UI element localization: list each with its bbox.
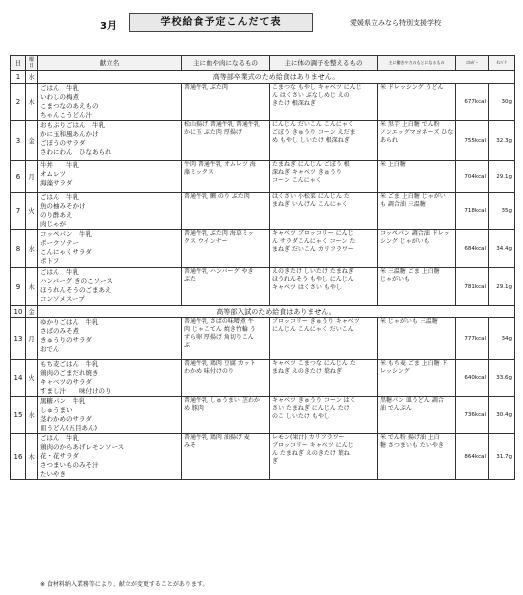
blood-cell-line: みそ: [184, 442, 197, 449]
blood-cell-line: 藻ミックス: [184, 169, 214, 176]
regulate-cell-line: ブロッコリー キャベツ にんじ: [272, 442, 354, 449]
energy-cell-line: あられ: [380, 137, 399, 144]
kcal-cell: 736kcal: [456, 397, 489, 434]
dishes-cell-line: ポークソテー: [40, 239, 79, 247]
regulate-cell-line: キャベツ はくさい もやし: [272, 284, 342, 291]
dishes-cell-line: 皿うどん(五目あん): [40, 424, 98, 432]
dishes-cell-line: かに玉和風あんかけ: [40, 130, 99, 138]
weekday-cell: 木: [26, 268, 38, 306]
dishes-cell-line: こんにゃくサラダ: [40, 248, 92, 256]
kcal-cell: 864kcal: [456, 434, 489, 480]
dishes-cell-line: いわしの梅煮: [40, 93, 79, 101]
protein-cell: 30.4g: [489, 397, 515, 434]
table-row: [11, 360, 515, 397]
blood-cell: [182, 84, 270, 121]
regulate-cell-line: のこ しいたけ もやし: [272, 413, 330, 420]
regulate-cell-line: はくさい 小松菜 にんじん た: [272, 193, 350, 200]
blood-cell: [182, 161, 270, 193]
regulate-cell-line: まねぎ いんげん こんにゃく: [272, 201, 348, 208]
menu-table: [10, 55, 515, 480]
col-energy: 主に働きや力のもとになるもの: [378, 56, 456, 71]
weekday-cell: 水: [26, 71, 38, 84]
dishes-cell-line: 花・花サラダ: [40, 452, 79, 460]
regulate-cell-line: 深ねぎ キャベツ きゅうり: [272, 169, 342, 176]
regulate-cell-line: にんじん こんにゃく だいこん: [272, 326, 354, 333]
dishes-cell-line: おでん: [40, 345, 60, 353]
weekday-cell: 月: [26, 318, 38, 360]
dishes-cell-line: 茎わかめのサラダ: [40, 415, 92, 423]
day-cell: 13: [11, 318, 26, 360]
month-label: 3月: [100, 21, 117, 32]
protein-cell: 35g: [489, 193, 515, 230]
header-row: [11, 56, 515, 71]
blood-cell: [182, 397, 270, 434]
energy-cell-line: 油 でんぷん: [380, 405, 412, 412]
dishes-cell-line: コンソメスープ: [40, 295, 85, 303]
kcal-cell: 684kcal: [456, 230, 489, 268]
protein-cell: 29.1g: [489, 268, 515, 306]
col-energy-unit: ｴﾈﾙｷﾞｰ: [456, 56, 489, 71]
day-cell: 2: [11, 84, 26, 121]
blood-cell-line: 松山揚げ 普通牛乳 普通牛乳: [184, 121, 260, 128]
blood-cell: [182, 318, 270, 360]
dishes-cell-line: おもぶりごはん 牛乳: [40, 121, 105, 129]
energy-cell: [378, 318, 456, 360]
regulate-cell-line: さい たまねぎ にんじん たけ: [272, 405, 350, 412]
regulate-cell-line: こまつな もやし キャベツ にんじ: [272, 84, 362, 91]
table-row: [11, 230, 515, 268]
kcal-cell: 640kcal: [456, 360, 489, 397]
dishes-cell: [38, 397, 182, 434]
weekday-cell: 水: [26, 230, 38, 268]
dishes-cell-line: こまつなのあえもの: [40, 102, 99, 110]
regulate-cell: [270, 161, 378, 193]
dishes-cell: [38, 434, 182, 480]
dishes-cell-line: ごぼうのサラダ: [40, 139, 86, 147]
dishes-cell-line: 鶏肉のごまだれ焼き: [40, 369, 99, 377]
energy-cell-line: 黒糖パン 皿うどん 調合: [380, 397, 444, 404]
dishes-cell: [38, 161, 182, 193]
energy-cell-line: じゃがいも: [380, 276, 411, 283]
table-row: [11, 397, 515, 434]
regulate-cell-line: ほうれんそう もやし にんじん: [272, 276, 354, 283]
day-cell: 3: [11, 121, 26, 161]
weekday-cell: 火: [26, 193, 38, 230]
regulate-cell: [270, 360, 378, 397]
regulate-cell-line: コーン こんにゃく: [272, 177, 322, 184]
dishes-cell-line: ポトフ: [40, 257, 60, 265]
dishes-cell: [38, 360, 182, 397]
regulate-cell: [270, 397, 378, 434]
blood-cell-line: ずら卵 厚揚げ 角切りこん: [184, 334, 254, 341]
menu-body: [11, 71, 515, 480]
dishes-cell-line: オムレツ: [40, 170, 66, 178]
kcal-cell: 755kcal: [456, 121, 489, 161]
blood-cell: [182, 193, 270, 230]
dishes-cell-line: 牛丼 牛乳: [40, 161, 79, 169]
day-cell: 9: [11, 268, 26, 306]
dishes-cell-line: さつまいものみそ汁: [40, 461, 99, 469]
kcal-cell: 777kcal: [456, 318, 489, 360]
weekday-cell: 水: [26, 397, 38, 434]
blood-cell-line: 普通牛乳 さばの味噌煮 牛: [184, 318, 254, 325]
day-cell: 8: [11, 230, 26, 268]
col-regulate: 主に体の調子を整えるもの: [270, 56, 378, 71]
energy-cell-line: コッペパン 調合油 ドレッ: [380, 230, 450, 237]
dishes-cell-line: ほうれんそうのごまあえ: [40, 286, 112, 294]
kcal-cell: 677kcal: [456, 84, 489, 121]
regulate-cell: [270, 318, 378, 360]
energy-cell: [378, 230, 456, 268]
blood-cell-line: 普通牛乳 鶏肉 豆腐 カット: [184, 360, 256, 367]
blood-cell: [182, 268, 270, 306]
regulate-cell-line: ん サラダこんにゃく コーン た: [272, 238, 356, 245]
day-cell: 14: [11, 360, 26, 397]
dishes-cell-line: さばのみそ煮: [40, 327, 79, 335]
protein-cell: 32.3g: [489, 121, 515, 161]
energy-cell: [378, 360, 456, 397]
dishes-cell-line: ゆかりごはん 牛乳: [40, 318, 99, 326]
day-cell: 15: [11, 397, 26, 434]
regulate-cell-line: きたけ 根深ねぎ: [272, 100, 316, 107]
weekday-cell: 金: [26, 306, 38, 318]
blood-cell: [182, 360, 270, 397]
dishes-cell-line: 黒糖パン 牛乳: [40, 397, 86, 405]
kcal-cell: 718kcal: [456, 193, 489, 230]
energy-cell-line: 糖 さつまいも たいやき: [380, 442, 444, 449]
table-row: [11, 268, 515, 306]
regulate-cell-line: キャベツ こまつな にんじん た: [272, 360, 356, 367]
blood-cell-line: 普通牛乳 鶏肉 油揚げ 麦: [184, 434, 250, 441]
blood-cell-line: め 豚肉: [184, 405, 204, 412]
blood-cell-line: 肉 じゃこてん 焼き竹輪 う: [184, 326, 256, 333]
table-row: [11, 121, 515, 161]
kcal-cell: 781kcal: [456, 268, 489, 306]
energy-cell-line: 米 上白糖: [380, 161, 406, 168]
blood-cell-line: かに玉 ぶた肉 厚揚げ: [184, 129, 242, 136]
day-cell: 16: [11, 434, 26, 480]
dishes-cell-line: きゅうりのサラダ: [40, 336, 92, 344]
regulate-cell: [270, 84, 378, 121]
footnote: ※ 食材料納入業務等により、献立が変更することがあります。: [40, 581, 209, 588]
dishes-cell: [38, 318, 182, 360]
dishes-cell-line: ごはん 牛乳: [40, 434, 79, 442]
dishes-cell-line: コッペパン 牛乳: [40, 230, 92, 238]
dishes-cell-line: 肉じゃが: [40, 220, 66, 228]
table-row: [11, 434, 515, 480]
dishes-cell-line: ごはん 牛乳: [40, 84, 79, 92]
blood-cell-line: 普通牛乳 ハンバーグ やき: [184, 268, 254, 275]
regulate-cell-line: キャベツ ブロッコリー にんじ: [272, 230, 354, 237]
regulate-cell-line: にんじん だいこん こんにゃく: [272, 121, 354, 128]
regulate-cell-line: ん たまねぎ えのきたけ 葉ね: [272, 450, 350, 457]
protein-cell: 29.1g: [489, 161, 515, 193]
notice-cell: 高等部卒業式のため給食はありません。: [38, 71, 515, 84]
regulate-cell-line: キャベツ きゅうり コーン はく: [272, 397, 356, 404]
notice-cell: 高等部入試のため給食はありません。: [38, 306, 515, 318]
dishes-cell-line: 魚の柚みそかけ: [40, 202, 86, 210]
blood-cell: [182, 121, 270, 161]
dishes-cell-line: キャベツのサラダ: [40, 378, 92, 386]
dishes-cell-line: もち麦ごはん 牛乳: [40, 360, 99, 368]
energy-cell: [378, 121, 456, 161]
table-row: [11, 318, 515, 360]
regulate-cell: [270, 268, 378, 306]
weekday-cell: 火: [26, 360, 38, 397]
energy-cell-line: シング じゃがいも: [380, 238, 430, 245]
col-blood: 主に血や肉になるもの: [182, 56, 270, 71]
col-day: 日: [11, 56, 26, 71]
energy-cell-line: 米 ドレッシング うどん: [380, 84, 444, 91]
blood-cell-line: 普通牛乳 ぶた肉: [184, 84, 228, 91]
table-row: [11, 161, 515, 193]
blood-cell-line: わかめ 味付けのり: [184, 368, 234, 375]
energy-cell-line: レッシング: [380, 368, 410, 375]
energy-cell-line: 米 でん粉 揚げ油 上白: [380, 434, 440, 441]
col-weekday: 曜日: [26, 56, 38, 71]
energy-cell-line: 米 じゃがいも 三温糖: [380, 318, 438, 325]
dishes-cell-line: さわにわん ひなあられ: [40, 148, 112, 156]
dishes-cell-line: たいやき: [40, 470, 66, 478]
dishes-cell: [38, 230, 182, 268]
weekday-cell: 金: [26, 121, 38, 161]
protein-cell: 34g: [489, 318, 515, 360]
blood-cell-line: 普通牛乳 しゅうまい 茎わか: [184, 397, 260, 404]
blood-cell: [182, 434, 270, 480]
day-cell: 10: [11, 306, 26, 318]
table-row: [11, 306, 515, 318]
regulate-cell-line: ブロッコリー きゅうり キャベツ: [272, 318, 360, 325]
school-name: 愛媛県立みなら特別支援学校: [350, 19, 441, 27]
blood-cell-line: 普通牛乳 ぶた肉 海草ミッ: [184, 230, 254, 237]
protein-cell: 30g: [489, 84, 515, 121]
dishes-cell-line: 鶏肉のからあげレモンソース: [40, 443, 125, 451]
table-row: [11, 84, 515, 121]
dishes-cell: [38, 121, 182, 161]
col-dishes: 献立名: [38, 56, 182, 71]
page-title: 学校給食予定こんだて表: [129, 13, 313, 32]
energy-cell: [378, 397, 456, 434]
protein-cell: 33.6g: [489, 360, 515, 397]
day-cell: 1: [11, 71, 26, 84]
energy-cell-line: も 調合油 三温糖: [380, 201, 426, 208]
dishes-cell-line: しゅうまい: [40, 406, 73, 414]
weekday-cell: 木: [26, 84, 38, 121]
day-cell: 6: [11, 161, 26, 193]
blood-cell-line: クス ウインナー: [184, 238, 228, 245]
regulate-cell-line: ん はくさい ぶなしめじ えの: [272, 92, 350, 99]
dishes-cell-line: ちゃんこうどん汁: [40, 111, 92, 119]
regulate-cell-line: め もやし しいたけ 根深ねぎ: [272, 137, 350, 144]
dishes-cell-line: すまし汁 味付けのり: [40, 387, 112, 395]
regulate-cell-line: まねぎ えのきたけ 葉ねぎ: [272, 368, 342, 375]
energy-cell-line: 米 三温糖 ごま 上白糖: [380, 268, 440, 275]
blood-cell-line: ぶた: [184, 276, 197, 283]
blood-cell-line: ぶ: [184, 342, 191, 349]
col-protein: ﾀﾝﾊﾟｸ: [489, 56, 515, 71]
regulate-cell-line: レモン(果汁) カリフラワー: [272, 434, 345, 441]
blood-cell: [182, 230, 270, 268]
dishes-cell-line: ハンバーグ きのこソース: [40, 277, 113, 285]
dishes-cell: [38, 193, 182, 230]
regulate-cell: [270, 193, 378, 230]
dishes-cell-line: ごはん 牛乳: [40, 193, 79, 201]
regulate-cell: [270, 230, 378, 268]
energy-cell: [378, 434, 456, 480]
regulate-cell: [270, 434, 378, 480]
energy-cell: [378, 161, 456, 193]
dishes-cell: [38, 268, 182, 306]
energy-cell: [378, 84, 456, 121]
dishes-cell-line: のり酢あえ: [40, 211, 73, 219]
kcal-cell: 704kcal: [456, 161, 489, 193]
weekday-cell: 月: [26, 161, 38, 193]
table-row: [11, 71, 515, 84]
energy-cell-line: 米 もち麦 ごま 上白糖 ド: [380, 360, 448, 367]
protein-cell: 34.4g: [489, 230, 515, 268]
blood-cell-line: 普通牛乳 鯛 のり ぶた肉: [184, 193, 250, 200]
blood-cell-line: 牛肉 普通牛乳 オムレツ 海: [184, 161, 256, 168]
protein-cell: 31.7g: [489, 434, 515, 480]
energy-cell-line: 米 ごま 上白糖 じゃがい: [380, 193, 446, 200]
energy-cell: [378, 268, 456, 306]
energy-cell-line: 米 黒芋 上白糖 でん粉: [380, 121, 440, 128]
dishes-cell-line: ごはん 牛乳: [40, 268, 79, 276]
energy-cell: [378, 193, 456, 230]
regulate-cell: [270, 121, 378, 161]
regulate-cell-line: えのきたけ しいたけ たまねぎ: [272, 268, 354, 275]
dishes-cell: [38, 84, 182, 121]
regulate-cell-line: ぎ: [272, 458, 279, 465]
regulate-cell-line: まねぎ だいこん カリフラワー: [272, 246, 354, 253]
energy-cell-line: ノンエッグマヨネーズ ひな: [380, 129, 454, 136]
regulate-cell-line: ごぼう きゅうり コーン えだま: [272, 129, 356, 136]
dishes-cell-line: 海藻サラダ: [40, 179, 73, 187]
weekday-cell: 木: [26, 434, 38, 480]
table-row: [11, 193, 515, 230]
day-cell: 7: [11, 193, 26, 230]
regulate-cell-line: たまねぎ にんじん ごぼう 根: [272, 161, 350, 168]
